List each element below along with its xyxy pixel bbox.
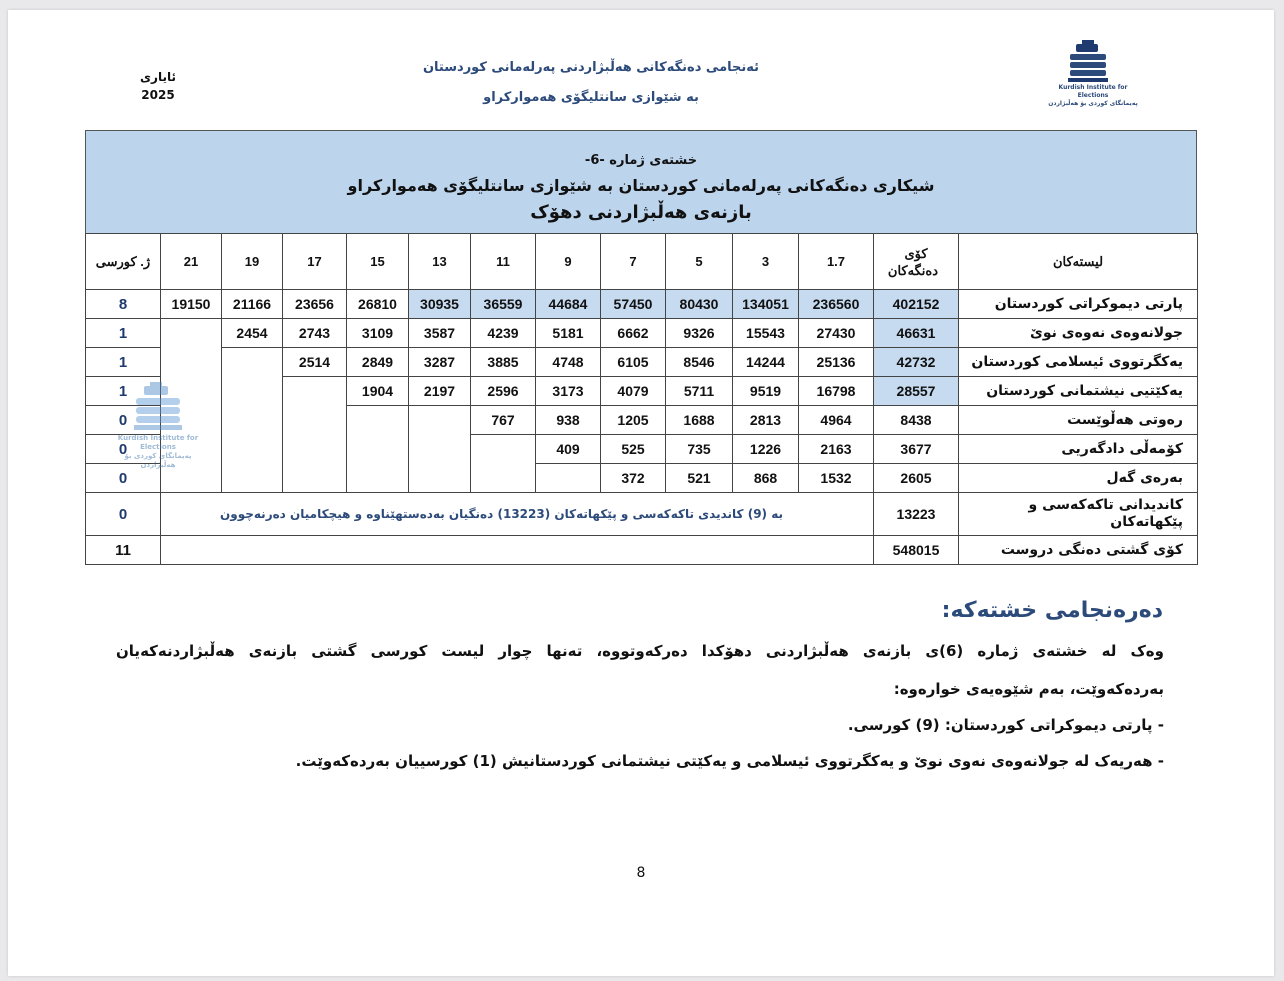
value-cell: 44684 <box>536 290 601 319</box>
conclusion-bullet: - پارتی دیموکراتی کوردستان: (9) کورسی. <box>847 716 1164 734</box>
empty-cell <box>536 464 601 493</box>
conclusion-paragraph: وەک لە خشتەی ژمارە (6)ی بازنەی هەڵبژاردنی دهۆکدا دەرکەوتووە، تەنها چوار لیست کورسی گشتی بازنەی هەڵبژاردنەکەیان <box>116 642 1164 660</box>
value-cell: 3173 <box>536 377 601 406</box>
value-cell: 80430 <box>666 290 733 319</box>
value-cell: 2454 <box>222 319 283 348</box>
list-name: بەرەی گەل <box>959 464 1198 493</box>
ballot-box-icon <box>108 382 208 434</box>
empty-cell <box>409 406 471 493</box>
list-name: رەوتی هەڵوێست <box>959 406 1198 435</box>
value-cell: 3587 <box>409 319 471 348</box>
table-row <box>86 493 1198 536</box>
value-cell: 14244 <box>733 348 799 377</box>
value-cell: 1226 <box>733 435 799 464</box>
header-month: ئایاری <box>140 70 176 84</box>
col-header-divisor: 15 <box>347 234 409 290</box>
value-cell: 525 <box>601 435 666 464</box>
value-cell: 372 <box>601 464 666 493</box>
col-header-divisor: 21 <box>161 234 222 290</box>
list-name: کۆی گشتی دەنگی دروست <box>959 536 1198 565</box>
col-header-total: کۆی دەنگەکان <box>874 234 959 290</box>
seats-cell: 0 <box>86 464 161 493</box>
value-cell: 15543 <box>733 319 799 348</box>
value-cell: 735 <box>666 435 733 464</box>
list-name: کۆمەڵی دادگەریی <box>959 435 1198 464</box>
institute-logo <box>1048 40 1138 107</box>
value-cell: 9326 <box>666 319 733 348</box>
watermark-caption-ku: پەیمانگای کوردی بۆ هەڵبژاردن <box>124 452 192 469</box>
col-header-divisor: 9 <box>536 234 601 290</box>
table-row <box>86 319 1198 348</box>
value-cell: 6662 <box>601 319 666 348</box>
list-name: یەکێتیی نیشتمانی کوردستان <box>959 377 1198 406</box>
seats-cell: 1 <box>86 319 161 348</box>
value-cell: 23656 <box>283 290 347 319</box>
header-date <box>128 68 188 104</box>
col-header-divisor: 19 <box>222 234 283 290</box>
value-cell: 21166 <box>222 290 283 319</box>
value-cell: 767 <box>471 406 536 435</box>
total-cell: 3677 <box>874 435 959 464</box>
list-name: کاندیدانی تاکەکەسی و پێکهاتەکان <box>959 493 1198 536</box>
table-number: خشتەی ژمارە -6- <box>584 153 698 168</box>
value-cell: 236560 <box>799 290 874 319</box>
empty-cell <box>161 536 874 565</box>
total-cell: 8438 <box>874 406 959 435</box>
seats-cell: 0 <box>86 493 161 536</box>
value-cell: 30935 <box>409 290 471 319</box>
value-cell: 8546 <box>666 348 733 377</box>
empty-cell <box>347 406 409 493</box>
col-header-divisor: 1.7 <box>799 234 874 290</box>
table-title-block <box>85 130 1197 233</box>
list-name: یەکگرتووی ئیسلامی کوردستان <box>959 348 1198 377</box>
watermark-caption-en: Kurdish Institute for Elections <box>117 434 199 451</box>
value-cell: 3885 <box>471 348 536 377</box>
col-header-divisor: 3 <box>733 234 799 290</box>
header-year: 2025 <box>141 88 175 102</box>
logo-caption-en: Kurdish Institute for Elections <box>1058 84 1128 99</box>
value-cell: 27430 <box>799 319 874 348</box>
table-header-row <box>86 234 1198 290</box>
value-cell: 1532 <box>799 464 874 493</box>
value-cell: 4748 <box>536 348 601 377</box>
col-header-divisor: 7 <box>601 234 666 290</box>
value-cell: 2813 <box>733 406 799 435</box>
total-cell: 13223 <box>874 493 959 536</box>
grand-total-cell: 548015 <box>874 536 959 565</box>
value-cell: 2596 <box>471 377 536 406</box>
value-cell: 2163 <box>799 435 874 464</box>
constituency-title: بازنەی هەڵبژاردنی دهۆک <box>530 202 752 223</box>
value-cell: 3287 <box>409 348 471 377</box>
value-cell: 19150 <box>161 290 222 319</box>
total-seats-cell: 11 <box>86 536 161 565</box>
value-cell: 4079 <box>601 377 666 406</box>
empty-cell <box>222 348 283 493</box>
value-cell: 3109 <box>347 319 409 348</box>
empty-cell <box>283 377 347 493</box>
conclusion-bullet: - هەریەک لە جولانەوەی نەوی نوێ و یەکگرتووی ئیسلامی و یەکێتی نیشتمانی کوردستانیش (1) کورسییان بەردەکەوێت. <box>295 752 1164 770</box>
list-name: جولانەوەی نەوەی نوێ <box>959 319 1198 348</box>
conclusion-paragraph: بەردەکەوێت، بەم شێوەیەی خوارەوە: <box>893 680 1164 698</box>
value-cell: 409 <box>536 435 601 464</box>
total-cell: 402152 <box>874 290 959 319</box>
candidates-note: بە (9) کاندیدی تاکەکەسی و پێکهاتەکان (13223) دەنگیان بەدەستهێناوە و هیچکامیان دەرنەچوون <box>161 493 874 536</box>
value-cell: 5711 <box>666 377 733 406</box>
watermark-logo <box>108 382 208 469</box>
total-cell: 42732 <box>874 348 959 377</box>
value-cell: 2514 <box>283 348 347 377</box>
document-page <box>8 10 1274 976</box>
value-cell: 25136 <box>799 348 874 377</box>
col-header-seats: ژ. کورسی <box>86 234 161 290</box>
value-cell: 521 <box>666 464 733 493</box>
col-header-divisor: 17 <box>283 234 347 290</box>
seats-cell: 8 <box>86 290 161 319</box>
logo-caption <box>1048 84 1138 108</box>
page-number: 8 <box>636 865 646 881</box>
col-header-lists: لیستەکان <box>959 234 1198 290</box>
conclusion-title: دەرەنجامی خشتەکە: <box>941 598 1163 623</box>
seats-cell: 1 <box>86 377 161 406</box>
value-cell: 1205 <box>601 406 666 435</box>
col-header-divisor: 13 <box>409 234 471 290</box>
list-name: پارتی دیموکراتی کوردستان <box>959 290 1198 319</box>
value-cell: 9519 <box>733 377 799 406</box>
value-cell: 36559 <box>471 290 536 319</box>
value-cell: 26810 <box>347 290 409 319</box>
value-cell: 1904 <box>347 377 409 406</box>
value-cell: 16798 <box>799 377 874 406</box>
value-cell: 4239 <box>471 319 536 348</box>
total-row <box>86 536 1198 565</box>
seats-cell: 0 <box>86 435 161 464</box>
logo-caption-ku: پەیمانگای کوردی بۆ هەڵبژاردن <box>1048 100 1138 107</box>
col-header-divisor: 11 <box>471 234 536 290</box>
table-row <box>86 290 1198 319</box>
seats-cell: 1 <box>86 348 161 377</box>
value-cell: 868 <box>733 464 799 493</box>
value-cell: 4964 <box>799 406 874 435</box>
seats-cell: 0 <box>86 406 161 435</box>
value-cell: 2849 <box>347 348 409 377</box>
value-cell: 938 <box>536 406 601 435</box>
total-cell: 2605 <box>874 464 959 493</box>
table-title: شیکاری دەنگەکانی پەرلەمانی کوردستان بە شێوازی سانتلیگۆی هەموارکراو <box>347 176 935 195</box>
value-cell: 5181 <box>536 319 601 348</box>
value-cell: 6105 <box>601 348 666 377</box>
value-cell: 134051 <box>733 290 799 319</box>
empty-cell <box>471 435 536 493</box>
value-cell: 2197 <box>409 377 471 406</box>
total-cell: 46631 <box>874 319 959 348</box>
header-subtitle: بە شێوازی سانتلیگۆی هەموارکراو <box>483 90 699 105</box>
results-table <box>85 233 1198 565</box>
total-cell: 28557 <box>874 377 959 406</box>
table-row <box>86 348 1198 377</box>
watermark-caption <box>108 434 208 470</box>
header-title: ئەنجامی دەنگەکانی هەڵبژاردنی پەرلەمانی کوردستان <box>422 60 760 75</box>
col-header-divisor: 5 <box>666 234 733 290</box>
value-cell: 57450 <box>601 290 666 319</box>
value-cell: 1688 <box>666 406 733 435</box>
ballot-box-icon <box>1048 40 1138 84</box>
value-cell: 2743 <box>283 319 347 348</box>
